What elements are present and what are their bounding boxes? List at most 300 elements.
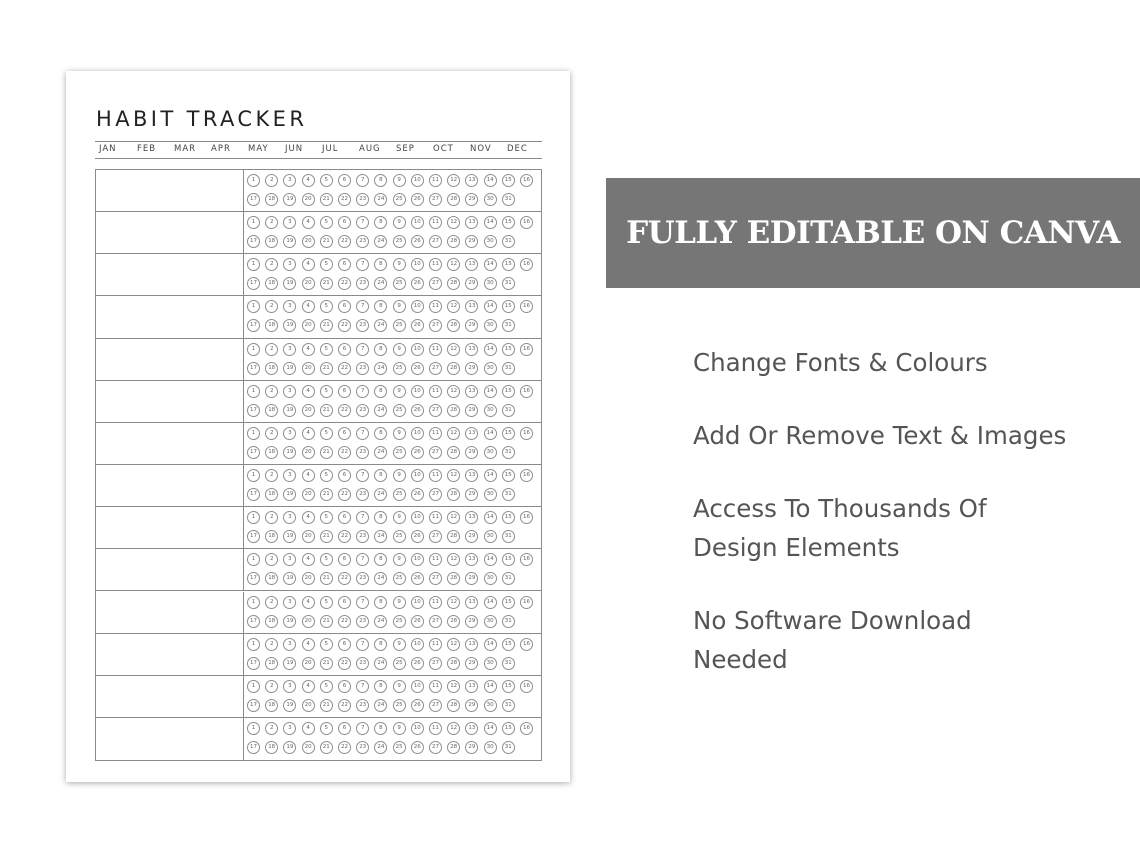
day-circle[interactable]: 11: [429, 680, 442, 693]
day-circle[interactable]: 3: [283, 427, 296, 440]
day-circle[interactable]: 20: [302, 362, 315, 375]
day-circle[interactable]: 29: [465, 319, 478, 332]
day-circle[interactable]: 29: [465, 446, 478, 459]
day-circle[interactable]: 31: [502, 404, 515, 417]
day-circle[interactable]: 28: [447, 193, 460, 206]
day-circle[interactable]: 6: [338, 638, 351, 651]
day-circle[interactable]: 28: [447, 362, 460, 375]
day-circle[interactable]: 2: [265, 638, 278, 651]
day-circle[interactable]: 22: [338, 657, 351, 670]
day-circle[interactable]: 26: [411, 530, 424, 543]
day-circle[interactable]: 3: [283, 638, 296, 651]
day-circle[interactable]: 14: [484, 216, 497, 229]
day-circle[interactable]: 26: [411, 362, 424, 375]
day-circle[interactable]: 31: [502, 530, 515, 543]
day-circle[interactable]: 31: [502, 235, 515, 248]
day-circle[interactable]: 12: [447, 511, 460, 524]
day-circle[interactable]: 16: [520, 174, 533, 187]
day-circle[interactable]: 4: [302, 722, 315, 735]
day-circle[interactable]: 4: [302, 553, 315, 566]
day-circle[interactable]: 2: [265, 216, 278, 229]
day-circle[interactable]: 30: [484, 741, 497, 754]
habit-name-field[interactable]: [96, 634, 244, 675]
day-circle[interactable]: 10: [411, 553, 424, 566]
day-circle[interactable]: 23: [356, 193, 369, 206]
day-circle[interactable]: 29: [465, 530, 478, 543]
day-circle[interactable]: 2: [265, 511, 278, 524]
day-circle[interactable]: 4: [302, 596, 315, 609]
day-circle[interactable]: 21: [320, 404, 333, 417]
day-circle[interactable]: 26: [411, 446, 424, 459]
day-circle[interactable]: 21: [320, 530, 333, 543]
day-circle[interactable]: 8: [374, 722, 387, 735]
day-circle[interactable]: 24: [374, 277, 387, 290]
day-circle[interactable]: 28: [447, 235, 460, 248]
day-circle[interactable]: 3: [283, 174, 296, 187]
day-circle[interactable]: 16: [520, 511, 533, 524]
habit-name-field[interactable]: [96, 212, 244, 253]
day-circle[interactable]: 9: [393, 638, 406, 651]
day-circle[interactable]: 22: [338, 193, 351, 206]
day-circle[interactable]: 18: [265, 572, 278, 585]
day-circle[interactable]: 8: [374, 638, 387, 651]
day-circle[interactable]: 6: [338, 300, 351, 313]
day-circle[interactable]: 8: [374, 385, 387, 398]
day-circle[interactable]: 12: [447, 300, 460, 313]
day-circle[interactable]: 26: [411, 741, 424, 754]
day-circle[interactable]: 1: [247, 300, 260, 313]
day-circle[interactable]: 11: [429, 216, 442, 229]
day-circle[interactable]: 25: [393, 404, 406, 417]
day-circle[interactable]: 8: [374, 174, 387, 187]
day-circle[interactable]: 19: [283, 699, 296, 712]
day-circle[interactable]: 5: [320, 680, 333, 693]
day-circle[interactable]: 29: [465, 572, 478, 585]
day-circle[interactable]: 19: [283, 277, 296, 290]
day-circle[interactable]: 21: [320, 235, 333, 248]
day-circle[interactable]: 23: [356, 235, 369, 248]
day-circle[interactable]: 1: [247, 638, 260, 651]
day-circle[interactable]: 5: [320, 427, 333, 440]
day-circle[interactable]: 17: [247, 488, 260, 501]
day-circle[interactable]: 4: [302, 511, 315, 524]
day-circle[interactable]: 27: [429, 741, 442, 754]
day-circle[interactable]: 14: [484, 300, 497, 313]
day-circle[interactable]: 19: [283, 530, 296, 543]
day-circle[interactable]: 7: [356, 385, 369, 398]
day-circle[interactable]: 15: [502, 680, 515, 693]
day-circle[interactable]: 29: [465, 362, 478, 375]
day-circle[interactable]: 6: [338, 596, 351, 609]
day-circle[interactable]: 15: [502, 553, 515, 566]
day-circle[interactable]: 20: [302, 235, 315, 248]
day-circle[interactable]: 18: [265, 741, 278, 754]
day-circle[interactable]: 16: [520, 638, 533, 651]
day-circle[interactable]: 21: [320, 699, 333, 712]
day-circle[interactable]: 25: [393, 741, 406, 754]
day-circle[interactable]: 28: [447, 277, 460, 290]
day-circle[interactable]: 13: [465, 722, 478, 735]
day-circle[interactable]: 27: [429, 657, 442, 670]
day-circle[interactable]: 13: [465, 258, 478, 271]
day-circle[interactable]: 8: [374, 343, 387, 356]
day-circle[interactable]: 11: [429, 469, 442, 482]
day-circle[interactable]: 23: [356, 446, 369, 459]
day-circle[interactable]: 18: [265, 277, 278, 290]
day-circle[interactable]: 7: [356, 300, 369, 313]
day-circle[interactable]: 4: [302, 343, 315, 356]
day-circle[interactable]: 13: [465, 343, 478, 356]
day-circle[interactable]: 11: [429, 174, 442, 187]
day-circle[interactable]: 20: [302, 615, 315, 628]
day-circle[interactable]: 3: [283, 258, 296, 271]
day-circle[interactable]: 29: [465, 488, 478, 501]
day-circle[interactable]: 30: [484, 362, 497, 375]
day-circle[interactable]: 8: [374, 300, 387, 313]
day-circle[interactable]: 12: [447, 469, 460, 482]
day-circle[interactable]: 23: [356, 699, 369, 712]
day-circle[interactable]: 25: [393, 657, 406, 670]
day-circle[interactable]: 25: [393, 488, 406, 501]
day-circle[interactable]: 12: [447, 638, 460, 651]
day-circle[interactable]: 29: [465, 235, 478, 248]
day-circle[interactable]: 12: [447, 258, 460, 271]
day-circle[interactable]: 28: [447, 404, 460, 417]
day-circle[interactable]: 14: [484, 174, 497, 187]
day-circle[interactable]: 22: [338, 404, 351, 417]
day-circle[interactable]: 25: [393, 362, 406, 375]
day-circle[interactable]: 6: [338, 553, 351, 566]
day-circle[interactable]: 18: [265, 446, 278, 459]
day-circle[interactable]: 19: [283, 193, 296, 206]
day-circle[interactable]: 14: [484, 385, 497, 398]
day-circle[interactable]: 12: [447, 216, 460, 229]
day-circle[interactable]: 24: [374, 404, 387, 417]
day-circle[interactable]: 24: [374, 657, 387, 670]
day-circle[interactable]: 13: [465, 469, 478, 482]
day-circle[interactable]: 7: [356, 216, 369, 229]
day-circle[interactable]: 31: [502, 741, 515, 754]
day-circle[interactable]: 8: [374, 258, 387, 271]
day-circle[interactable]: 26: [411, 572, 424, 585]
day-circle[interactable]: 11: [429, 511, 442, 524]
day-circle[interactable]: 10: [411, 469, 424, 482]
day-circle[interactable]: 2: [265, 680, 278, 693]
day-circle[interactable]: 3: [283, 722, 296, 735]
day-circle[interactable]: 27: [429, 446, 442, 459]
day-circle[interactable]: 24: [374, 488, 387, 501]
day-circle[interactable]: 27: [429, 319, 442, 332]
day-circle[interactable]: 6: [338, 385, 351, 398]
day-circle[interactable]: 7: [356, 511, 369, 524]
habit-name-field[interactable]: [96, 718, 244, 760]
day-circle[interactable]: 3: [283, 511, 296, 524]
day-circle[interactable]: 30: [484, 530, 497, 543]
day-circle[interactable]: 13: [465, 216, 478, 229]
day-circle[interactable]: 15: [502, 596, 515, 609]
day-circle[interactable]: 5: [320, 385, 333, 398]
day-circle[interactable]: 1: [247, 511, 260, 524]
day-circle[interactable]: 30: [484, 657, 497, 670]
day-circle[interactable]: 16: [520, 300, 533, 313]
day-circle[interactable]: 20: [302, 741, 315, 754]
day-circle[interactable]: 17: [247, 657, 260, 670]
day-circle[interactable]: 6: [338, 343, 351, 356]
day-circle[interactable]: 20: [302, 488, 315, 501]
day-circle[interactable]: 29: [465, 657, 478, 670]
day-circle[interactable]: 30: [484, 615, 497, 628]
day-circle[interactable]: 4: [302, 469, 315, 482]
day-circle[interactable]: 26: [411, 319, 424, 332]
day-circle[interactable]: 3: [283, 553, 296, 566]
day-circle[interactable]: 6: [338, 680, 351, 693]
day-circle[interactable]: 9: [393, 174, 406, 187]
day-circle[interactable]: 16: [520, 469, 533, 482]
day-circle[interactable]: 10: [411, 596, 424, 609]
day-circle[interactable]: 29: [465, 741, 478, 754]
day-circle[interactable]: 7: [356, 553, 369, 566]
day-circle[interactable]: 3: [283, 469, 296, 482]
day-circle[interactable]: 26: [411, 699, 424, 712]
day-circle[interactable]: 2: [265, 385, 278, 398]
day-circle[interactable]: 12: [447, 174, 460, 187]
day-circle[interactable]: 30: [484, 319, 497, 332]
day-circle[interactable]: 5: [320, 638, 333, 651]
day-circle[interactable]: 21: [320, 572, 333, 585]
day-circle[interactable]: 1: [247, 174, 260, 187]
day-circle[interactable]: 5: [320, 258, 333, 271]
day-circle[interactable]: 4: [302, 427, 315, 440]
day-circle[interactable]: 24: [374, 446, 387, 459]
day-circle[interactable]: 20: [302, 193, 315, 206]
day-circle[interactable]: 2: [265, 258, 278, 271]
day-circle[interactable]: 2: [265, 553, 278, 566]
day-circle[interactable]: 31: [502, 362, 515, 375]
day-circle[interactable]: 25: [393, 446, 406, 459]
day-circle[interactable]: 15: [502, 427, 515, 440]
day-circle[interactable]: 9: [393, 427, 406, 440]
day-circle[interactable]: 5: [320, 174, 333, 187]
day-circle[interactable]: 3: [283, 216, 296, 229]
day-circle[interactable]: 24: [374, 615, 387, 628]
day-circle[interactable]: 25: [393, 277, 406, 290]
day-circle[interactable]: 27: [429, 193, 442, 206]
day-circle[interactable]: 15: [502, 722, 515, 735]
day-circle[interactable]: 15: [502, 174, 515, 187]
day-circle[interactable]: 20: [302, 277, 315, 290]
day-circle[interactable]: 9: [393, 258, 406, 271]
day-circle[interactable]: 26: [411, 193, 424, 206]
day-circle[interactable]: 19: [283, 362, 296, 375]
habit-name-field[interactable]: [96, 423, 244, 464]
day-circle[interactable]: 12: [447, 680, 460, 693]
day-circle[interactable]: 26: [411, 488, 424, 501]
day-circle[interactable]: 2: [265, 469, 278, 482]
day-circle[interactable]: 2: [265, 722, 278, 735]
day-circle[interactable]: 1: [247, 596, 260, 609]
day-circle[interactable]: 13: [465, 680, 478, 693]
day-circle[interactable]: 22: [338, 741, 351, 754]
habit-name-field[interactable]: [96, 676, 244, 717]
day-circle[interactable]: 24: [374, 193, 387, 206]
day-circle[interactable]: 16: [520, 343, 533, 356]
habit-name-field[interactable]: [96, 507, 244, 548]
day-circle[interactable]: 8: [374, 553, 387, 566]
day-circle[interactable]: 22: [338, 572, 351, 585]
day-circle[interactable]: 19: [283, 235, 296, 248]
day-circle[interactable]: 24: [374, 572, 387, 585]
day-circle[interactable]: 11: [429, 427, 442, 440]
day-circle[interactable]: 7: [356, 469, 369, 482]
day-circle[interactable]: 21: [320, 741, 333, 754]
day-circle[interactable]: 20: [302, 657, 315, 670]
day-circle[interactable]: 24: [374, 362, 387, 375]
day-circle[interactable]: 22: [338, 615, 351, 628]
day-circle[interactable]: 9: [393, 216, 406, 229]
day-circle[interactable]: 14: [484, 427, 497, 440]
day-circle[interactable]: 16: [520, 427, 533, 440]
day-circle[interactable]: 15: [502, 343, 515, 356]
day-circle[interactable]: 16: [520, 680, 533, 693]
day-circle[interactable]: 10: [411, 680, 424, 693]
day-circle[interactable]: 11: [429, 385, 442, 398]
day-circle[interactable]: 22: [338, 362, 351, 375]
day-circle[interactable]: 15: [502, 385, 515, 398]
day-circle[interactable]: 13: [465, 174, 478, 187]
day-circle[interactable]: 1: [247, 427, 260, 440]
day-circle[interactable]: 10: [411, 258, 424, 271]
day-circle[interactable]: 12: [447, 427, 460, 440]
day-circle[interactable]: 16: [520, 258, 533, 271]
day-circle[interactable]: 20: [302, 446, 315, 459]
day-circle[interactable]: 18: [265, 699, 278, 712]
day-circle[interactable]: 3: [283, 680, 296, 693]
day-circle[interactable]: 11: [429, 553, 442, 566]
day-circle[interactable]: 17: [247, 446, 260, 459]
day-circle[interactable]: 13: [465, 427, 478, 440]
day-circle[interactable]: 27: [429, 488, 442, 501]
day-circle[interactable]: 27: [429, 572, 442, 585]
day-circle[interactable]: 20: [302, 572, 315, 585]
day-circle[interactable]: 15: [502, 638, 515, 651]
day-circle[interactable]: 21: [320, 657, 333, 670]
day-circle[interactable]: 7: [356, 722, 369, 735]
day-circle[interactable]: 15: [502, 511, 515, 524]
day-circle[interactable]: 8: [374, 680, 387, 693]
day-circle[interactable]: 6: [338, 174, 351, 187]
day-circle[interactable]: 17: [247, 319, 260, 332]
day-circle[interactable]: 21: [320, 319, 333, 332]
day-circle[interactable]: 23: [356, 572, 369, 585]
day-circle[interactable]: 27: [429, 404, 442, 417]
day-circle[interactable]: 4: [302, 680, 315, 693]
day-circle[interactable]: 26: [411, 615, 424, 628]
day-circle[interactable]: 17: [247, 699, 260, 712]
day-circle[interactable]: 25: [393, 319, 406, 332]
day-circle[interactable]: 2: [265, 174, 278, 187]
day-circle[interactable]: 17: [247, 741, 260, 754]
day-circle[interactable]: 27: [429, 615, 442, 628]
day-circle[interactable]: 2: [265, 596, 278, 609]
day-circle[interactable]: 10: [411, 300, 424, 313]
day-circle[interactable]: 9: [393, 596, 406, 609]
day-circle[interactable]: 6: [338, 469, 351, 482]
habit-name-field[interactable]: [96, 549, 244, 590]
day-circle[interactable]: 12: [447, 553, 460, 566]
day-circle[interactable]: 25: [393, 530, 406, 543]
day-circle[interactable]: 28: [447, 657, 460, 670]
day-circle[interactable]: 15: [502, 300, 515, 313]
day-circle[interactable]: 9: [393, 511, 406, 524]
day-circle[interactable]: 24: [374, 235, 387, 248]
day-circle[interactable]: 18: [265, 235, 278, 248]
day-circle[interactable]: 5: [320, 216, 333, 229]
day-circle[interactable]: 27: [429, 277, 442, 290]
day-circle[interactable]: 14: [484, 553, 497, 566]
day-circle[interactable]: 30: [484, 572, 497, 585]
habit-name-field[interactable]: [96, 296, 244, 337]
day-circle[interactable]: 6: [338, 511, 351, 524]
day-circle[interactable]: 1: [247, 680, 260, 693]
day-circle[interactable]: 9: [393, 722, 406, 735]
day-circle[interactable]: 26: [411, 404, 424, 417]
day-circle[interactable]: 20: [302, 319, 315, 332]
day-circle[interactable]: 1: [247, 722, 260, 735]
day-circle[interactable]: 7: [356, 174, 369, 187]
day-circle[interactable]: 28: [447, 319, 460, 332]
day-circle[interactable]: 14: [484, 469, 497, 482]
day-circle[interactable]: 17: [247, 235, 260, 248]
day-circle[interactable]: 2: [265, 343, 278, 356]
day-circle[interactable]: 5: [320, 300, 333, 313]
day-circle[interactable]: 28: [447, 615, 460, 628]
day-circle[interactable]: 28: [447, 530, 460, 543]
habit-name-field[interactable]: [96, 254, 244, 295]
day-circle[interactable]: 10: [411, 638, 424, 651]
day-circle[interactable]: 15: [502, 469, 515, 482]
day-circle[interactable]: 10: [411, 385, 424, 398]
day-circle[interactable]: 1: [247, 258, 260, 271]
day-circle[interactable]: 17: [247, 362, 260, 375]
day-circle[interactable]: 28: [447, 572, 460, 585]
day-circle[interactable]: 8: [374, 511, 387, 524]
day-circle[interactable]: 23: [356, 741, 369, 754]
day-circle[interactable]: 25: [393, 572, 406, 585]
day-circle[interactable]: 27: [429, 235, 442, 248]
day-circle[interactable]: 19: [283, 404, 296, 417]
day-circle[interactable]: 18: [265, 362, 278, 375]
day-circle[interactable]: 25: [393, 193, 406, 206]
day-circle[interactable]: 27: [429, 362, 442, 375]
day-circle[interactable]: 30: [484, 193, 497, 206]
day-circle[interactable]: 8: [374, 427, 387, 440]
day-circle[interactable]: 17: [247, 530, 260, 543]
day-circle[interactable]: 29: [465, 404, 478, 417]
day-circle[interactable]: 23: [356, 277, 369, 290]
day-circle[interactable]: 26: [411, 277, 424, 290]
habit-name-field[interactable]: [96, 339, 244, 380]
day-circle[interactable]: 23: [356, 404, 369, 417]
day-circle[interactable]: 13: [465, 511, 478, 524]
day-circle[interactable]: 5: [320, 722, 333, 735]
day-circle[interactable]: 19: [283, 615, 296, 628]
day-circle[interactable]: 29: [465, 277, 478, 290]
day-circle[interactable]: 2: [265, 300, 278, 313]
day-circle[interactable]: 30: [484, 488, 497, 501]
day-circle[interactable]: 11: [429, 638, 442, 651]
day-circle[interactable]: 13: [465, 596, 478, 609]
day-circle[interactable]: 24: [374, 699, 387, 712]
